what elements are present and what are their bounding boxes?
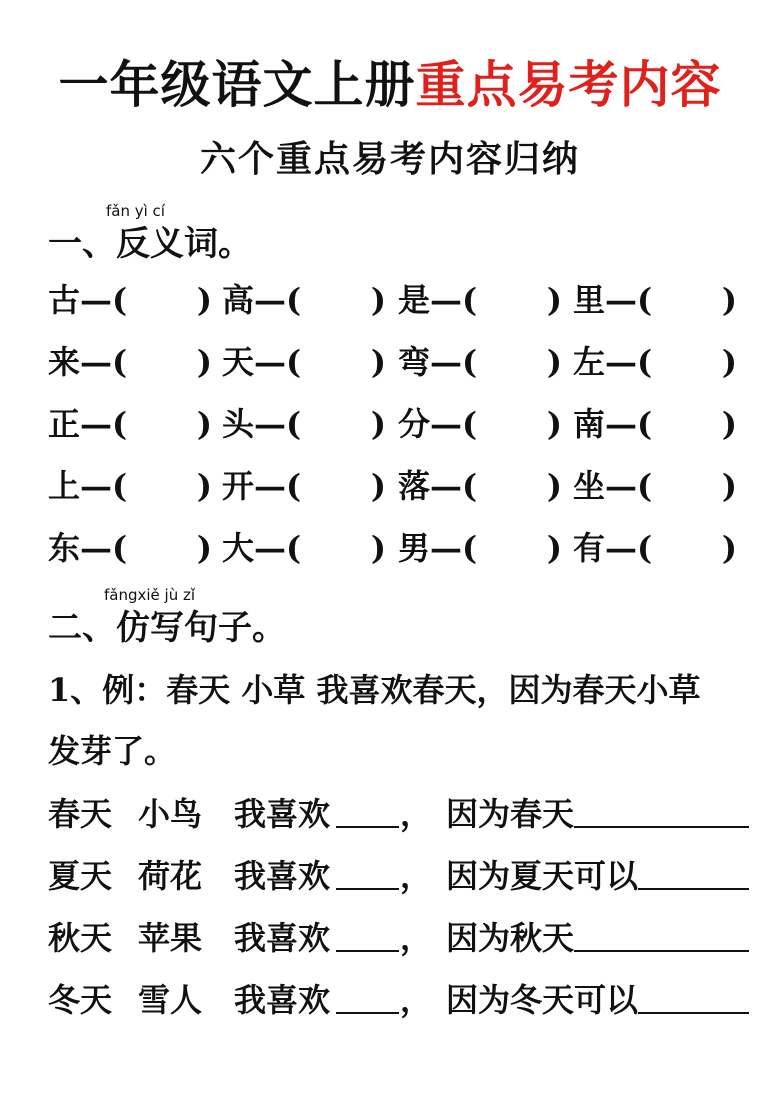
antonym-item <box>48 526 212 570</box>
antonym-word: 头 <box>222 405 255 443</box>
antonym-answer-blank[interactable] <box>112 464 212 508</box>
bracket-open: ( <box>112 343 128 381</box>
bracket-close: ) <box>196 281 213 319</box>
bracket-close: ) <box>196 467 213 505</box>
bracket-open: ( <box>286 405 302 443</box>
antonym-dash: — <box>254 529 287 567</box>
antonym-item <box>222 526 386 570</box>
antonym-item <box>573 402 737 446</box>
antonym-dash: — <box>605 405 638 443</box>
antonym-dash: — <box>605 281 638 319</box>
title-red: 重点易考内容 <box>415 55 722 114</box>
fill-blank-like[interactable] <box>336 854 399 890</box>
bracket-open: ( <box>286 343 302 381</box>
fill-blank-because[interactable] <box>638 854 749 890</box>
bracket-close: ) <box>196 343 213 381</box>
antonym-answer-blank[interactable] <box>112 402 212 446</box>
antonym-word: 古 <box>48 281 81 319</box>
antonym-answer-blank[interactable] <box>637 278 737 322</box>
bracket-close: ) <box>721 343 738 381</box>
sentence-comma: ， <box>400 857 433 895</box>
antonym-dash: — <box>430 467 463 505</box>
antonym-answer-blank[interactable] <box>462 340 562 384</box>
page-title <box>0 55 780 115</box>
antonym-item <box>398 464 562 508</box>
antonym-row <box>48 278 748 322</box>
antonym-answer-blank[interactable] <box>637 464 737 508</box>
antonym-item <box>222 340 386 384</box>
antonym-word: 分 <box>398 405 431 443</box>
antonym-row <box>48 340 748 384</box>
fill-blank-like[interactable] <box>336 978 399 1014</box>
sentence-thing: 小鸟 <box>138 795 203 833</box>
sentence-row <box>48 916 750 960</box>
sentence-season: 秋天 <box>48 919 113 957</box>
antonym-item <box>573 526 737 570</box>
antonym-word: 是 <box>398 281 431 319</box>
sentence-comma: ， <box>400 795 433 833</box>
bracket-open: ( <box>637 405 653 443</box>
antonym-dash: — <box>80 281 113 319</box>
page-subtitle: 六个重点易考内容归纳 <box>199 138 580 180</box>
antonym-item <box>398 340 562 384</box>
bracket-close: ) <box>546 281 563 319</box>
antonym-answer-blank[interactable] <box>637 526 737 570</box>
antonym-dash: — <box>430 343 463 381</box>
bracket-open: ( <box>462 405 478 443</box>
fill-blank-like[interactable] <box>336 792 399 828</box>
sentence-like: 我喜欢 <box>234 919 331 957</box>
bracket-open: ( <box>637 343 653 381</box>
sentence-like: 我喜欢 <box>234 857 331 895</box>
antonym-word: 天 <box>222 343 255 381</box>
section-sentences-heading <box>48 586 286 650</box>
antonym-answer-blank[interactable] <box>637 402 737 446</box>
bracket-close: ) <box>546 529 563 567</box>
sentence-like: 我喜欢 <box>234 795 331 833</box>
antonym-answer-blank[interactable] <box>462 526 562 570</box>
antonym-dash: — <box>80 467 113 505</box>
antonym-dash: — <box>605 529 638 567</box>
bracket-open: ( <box>286 529 302 567</box>
antonym-answer-blank[interactable] <box>112 340 212 384</box>
sentence-because: 因为秋天 <box>446 919 575 957</box>
example-line-1: 1、例：春天 小草 我喜欢春天，因为春天小草 <box>48 671 701 709</box>
bracket-open: ( <box>462 467 478 505</box>
bracket-close: ) <box>370 467 387 505</box>
fill-blank-like[interactable] <box>336 916 399 952</box>
antonym-dash: — <box>430 281 463 319</box>
antonym-dash: — <box>80 343 113 381</box>
sentence-season: 春天 <box>48 795 113 833</box>
antonym-item <box>222 278 386 322</box>
antonym-item <box>48 402 212 446</box>
antonym-answer-blank[interactable] <box>462 464 562 508</box>
antonym-word: 东 <box>48 529 81 567</box>
section-antonyms-title: 一、反义词。 <box>48 224 252 264</box>
sentence-comma: ， <box>400 919 433 957</box>
bracket-close: ) <box>546 405 563 443</box>
antonym-row <box>48 526 748 570</box>
antonym-item <box>398 402 562 446</box>
bracket-close: ) <box>370 529 387 567</box>
bracket-close: ) <box>196 405 213 443</box>
section-antonyms-pinyin: fǎn yì cí <box>106 202 165 220</box>
bracket-close: ) <box>196 529 213 567</box>
antonym-item <box>222 402 386 446</box>
sentence-thing: 雪人 <box>138 981 203 1019</box>
bracket-close: ) <box>370 405 387 443</box>
bracket-close: ) <box>370 343 387 381</box>
antonym-dash: — <box>254 467 287 505</box>
antonym-answer-blank[interactable] <box>286 464 386 508</box>
bracket-close: ) <box>546 467 563 505</box>
sentence-because: 因为夏天可以 <box>446 857 639 895</box>
sentence-season: 夏天 <box>48 857 113 895</box>
bracket-open: ( <box>462 529 478 567</box>
antonym-answer-blank[interactable] <box>286 340 386 384</box>
antonym-item <box>222 464 386 508</box>
antonym-dash: — <box>80 405 113 443</box>
fill-blank-because[interactable] <box>638 978 749 1014</box>
antonym-word: 弯 <box>398 343 431 381</box>
antonym-word: 南 <box>573 405 606 443</box>
antonym-answer-blank[interactable] <box>462 402 562 446</box>
antonym-dash: — <box>430 529 463 567</box>
bracket-open: ( <box>112 281 128 319</box>
antonym-row <box>48 464 748 508</box>
antonym-word: 有 <box>573 529 606 567</box>
title-black: 一年级语文上册 <box>58 55 416 114</box>
bracket-open: ( <box>112 467 128 505</box>
antonym-word: 大 <box>222 529 255 567</box>
sentence-season: 冬天 <box>48 981 113 1019</box>
antonym-word: 落 <box>398 467 431 505</box>
sentence-because: 因为冬天可以 <box>446 981 639 1019</box>
antonym-answer-blank[interactable] <box>637 340 737 384</box>
antonym-word: 坐 <box>573 467 606 505</box>
bracket-open: ( <box>637 529 653 567</box>
antonym-word: 上 <box>48 467 81 505</box>
bracket-open: ( <box>462 281 478 319</box>
antonym-word: 左 <box>573 343 606 381</box>
antonym-dash: — <box>254 405 287 443</box>
bracket-close: ) <box>721 405 738 443</box>
section-sentences-title: 二、仿写句子。 <box>48 608 286 648</box>
antonym-item <box>573 340 737 384</box>
section-sentences-pinyin: fǎngxiě jù zǐ <box>104 586 196 604</box>
antonym-word: 来 <box>48 343 81 381</box>
fill-blank-because[interactable] <box>574 916 749 952</box>
bracket-open: ( <box>112 405 128 443</box>
bracket-open: ( <box>637 467 653 505</box>
sentence-thing: 荷花 <box>138 857 203 895</box>
sentence-comma: ， <box>400 981 433 1019</box>
antonym-answer-blank[interactable] <box>286 402 386 446</box>
section-antonyms-heading <box>48 202 252 266</box>
antonym-item <box>573 278 737 322</box>
bracket-close: ) <box>721 281 738 319</box>
antonym-word: 高 <box>222 281 255 319</box>
antonym-word: 男 <box>398 529 431 567</box>
antonym-item <box>398 278 562 322</box>
bracket-open: ( <box>112 529 128 567</box>
bracket-close: ) <box>721 467 738 505</box>
antonym-dash: — <box>80 529 113 567</box>
antonym-word: 里 <box>573 281 606 319</box>
antonym-item <box>573 464 737 508</box>
antonym-item <box>48 464 212 508</box>
antonym-answer-blank[interactable] <box>286 526 386 570</box>
antonym-dash: — <box>254 281 287 319</box>
bracket-close: ) <box>546 343 563 381</box>
antonym-row <box>48 402 748 446</box>
bracket-open: ( <box>286 281 302 319</box>
bracket-open: ( <box>286 467 302 505</box>
antonym-answer-blank[interactable] <box>286 278 386 322</box>
example-line-2: 发芽了。 <box>48 732 177 770</box>
sentence-row <box>48 978 750 1022</box>
antonym-dash: — <box>254 343 287 381</box>
antonym-word: 正 <box>48 405 81 443</box>
antonym-dash: — <box>605 467 638 505</box>
antonym-answer-blank[interactable] <box>112 278 212 322</box>
bracket-open: ( <box>462 343 478 381</box>
antonym-item <box>48 340 212 384</box>
sentence-row <box>48 854 750 898</box>
antonym-dash: — <box>430 405 463 443</box>
bracket-close: ) <box>721 529 738 567</box>
fill-blank-because[interactable] <box>574 792 749 828</box>
antonym-answer-blank[interactable] <box>462 278 562 322</box>
antonym-answer-blank[interactable] <box>112 526 212 570</box>
antonym-word: 开 <box>222 467 255 505</box>
sentence-like: 我喜欢 <box>234 981 331 1019</box>
antonym-item <box>398 526 562 570</box>
bracket-open: ( <box>637 281 653 319</box>
sentence-row <box>48 792 750 836</box>
bracket-close: ) <box>370 281 387 319</box>
sentence-thing: 苹果 <box>138 919 203 957</box>
sentence-because: 因为春天 <box>446 795 575 833</box>
antonym-dash: — <box>605 343 638 381</box>
antonym-item <box>48 278 212 322</box>
